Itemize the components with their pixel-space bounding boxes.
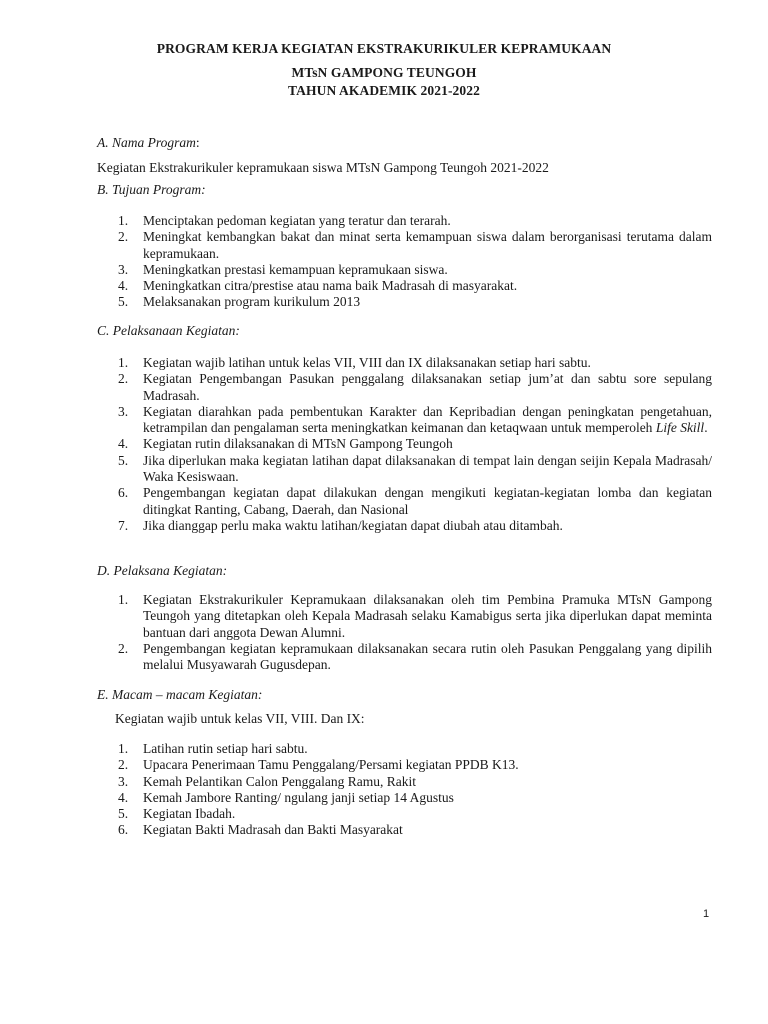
section-e-list [97, 741, 712, 839]
list-item [97, 294, 712, 310]
list-item [97, 822, 712, 838]
list-item [97, 641, 712, 674]
list-item-number: 2. [118, 371, 129, 387]
list-item-number: 6. [118, 822, 129, 838]
life-skill-italic: Life Skill [655, 420, 705, 436]
list-item [97, 592, 712, 641]
list-item-number: 2. [118, 640, 129, 656]
list-item-number: 1. [118, 355, 129, 370]
list-item-text: Kemah Jambore Ranting/ ngulang janji setiap 14 Agustus [143, 789, 454, 805]
list-item-text: Meningkat kembangkan bakat dan minat serta kemampuan siswa dalam berorganisasi terutama dalam kepramukaan. [143, 229, 712, 261]
list-item-number: 1. [118, 741, 129, 756]
list-item-number: 4. [118, 278, 129, 294]
list-item-text: Kegiatan Ekstrakurikuler Kepramukaan dilaksanakan oleh tim Pembina Pramuka MTsN Gampong Teungoh yang ditetapkan oleh Kepala Madrasah selaku Kamabigus serta jika diperlukan dapat meminta bantuan dari anggota Dewan Alumni. [143, 592, 712, 640]
list-item-text: Kegiatan diarahkan pada pembentukan Karakter dan Kepribadian dengan peningkatan pengetahuan, ketrampilan dan pengalaman serta meningkatkan keimanan dan ketaqwaan untuk memperoleh [143, 403, 712, 436]
list-item-text: Pengembangan kegiatan dapat dilakukan dengan mengikuti kegiatan-kegiatan lomba dan kegiatan ditingkat Ranting, Cabang, Daerah, dan Nasional [143, 485, 712, 517]
section-d-list [97, 592, 712, 673]
list-item [97, 436, 712, 452]
list-item-number: 4. [118, 436, 129, 452]
list-item-text: Melaksanakan program kurikulum 2013 [143, 294, 361, 310]
list-item [97, 355, 712, 371]
section-a-text: Kegiatan Ekstrakurikuler kepramukaan siswa MTsN Gampong Teungoh 2021-2022 [97, 160, 549, 175]
section-c-list [97, 355, 712, 534]
list-item-text: Menciptakan pedoman kegiatan yang teratur dan terarah. [143, 213, 451, 228]
list-item-text: Meningkatkan citra/prestise atau nama baik Madrasah di masyarakat. [143, 278, 518, 294]
list-item [97, 757, 712, 773]
list-item [97, 741, 712, 757]
list-item-number: 5. [118, 806, 129, 822]
list-item-number: 3. [118, 403, 129, 419]
list-item-number: 5. [118, 452, 129, 468]
list-item [97, 262, 712, 278]
list-item [97, 229, 712, 262]
list-item-number: 1. [118, 592, 129, 607]
list-item-number: 5. [118, 294, 129, 310]
list-item-text: Kegiatan Bakti Madrasah dan Bakti Masyarakat [143, 822, 403, 838]
list-item [97, 213, 712, 229]
doc-title-line-1: PROGRAM KERJA KEGIATAN EKSTRAKURIKULER KEPRAMUKAAN [156, 41, 612, 56]
list-item [97, 806, 712, 822]
list-item-text-end: . [704, 420, 708, 436]
section-a-colon: : [195, 135, 200, 150]
list-item-text: Upacara Penerimaan Tamu Penggalang/Persami kegiatan PPDB K13. [143, 757, 519, 773]
list-item [97, 404, 712, 437]
list-item-text: Kegiatan rutin dilaksanakan di MTsN Gampong Teungoh [143, 436, 453, 452]
list-item-number: 3. [118, 261, 129, 277]
list-item-text: Meningkatkan prestasi kemampuan kepramukaan siswa. [143, 261, 448, 277]
section-a-heading [97, 135, 200, 151]
list-item-number: 2. [118, 229, 129, 245]
list-item [97, 371, 712, 404]
section-c-heading: C. Pelaksanaan Kegiatan: [97, 323, 240, 338]
list-item-text: Jika dianggap perlu maka waktu latihan/kegiatan dapat diubah atau ditambah. [143, 517, 563, 533]
section-b-list [97, 213, 712, 311]
list-item [97, 453, 712, 486]
list-item-number: 7. [118, 517, 129, 533]
list-item-text: Pengembangan kegiatan kepramukaan dilaksanakan secara rutin oleh Pasukan Penggalang yang dipilih melalui Musyawarah Gugusdepan. [143, 640, 712, 673]
list-item-text: Kegiatan Pengembangan Pasukan penggalang dilaksanakan setiap jum’at dan sabtu sore sepulang Madrasah. [143, 371, 712, 403]
list-item-text: Kemah Pelantikan Calon Penggalang Ramu, Rakit [143, 773, 416, 789]
list-item-number: 3. [118, 773, 129, 789]
list-item-number: 1. [118, 213, 129, 228]
list-item [97, 485, 712, 518]
list-item-number: 2. [118, 757, 129, 773]
doc-title-line-2: MTsN GAMPONG TEUNGOH [291, 65, 477, 80]
section-d-heading: D. Pelaksana Kegiatan: [97, 563, 228, 578]
section-e-intro: Kegiatan wajib untuk kelas VII, VIII. Dan IX: [115, 711, 365, 726]
list-item-number: 6. [118, 485, 129, 501]
list-item-number: 4. [118, 789, 129, 805]
doc-title-line-3: TAHUN AKADEMIK 2021-2022 [288, 83, 480, 98]
list-item [97, 774, 712, 790]
list-item-text: Kegiatan Ibadah. [143, 806, 236, 822]
list-item [97, 790, 712, 806]
list-item-text: Jika diperlukan maka kegiatan latihan dapat dilaksanakan di tempat lain dengan seijin Kepala Madrasah/ Waka Kesiswaan. [143, 452, 712, 485]
section-a-heading-text: A. Nama Program [97, 135, 196, 150]
list-item [97, 278, 712, 294]
section-b-heading: B. Tujuan Program: [97, 182, 206, 197]
list-item [97, 518, 712, 534]
page-number: 1 [703, 908, 710, 920]
list-item-text: Latihan rutin setiap hari sabtu. [143, 741, 308, 756]
list-item-text: Kegiatan wajib latihan untuk kelas VII, VIII dan IX dilaksanakan setiap hari sabtu. [143, 355, 591, 370]
section-e-heading: E. Macam – macam Kegiatan: [97, 687, 263, 702]
